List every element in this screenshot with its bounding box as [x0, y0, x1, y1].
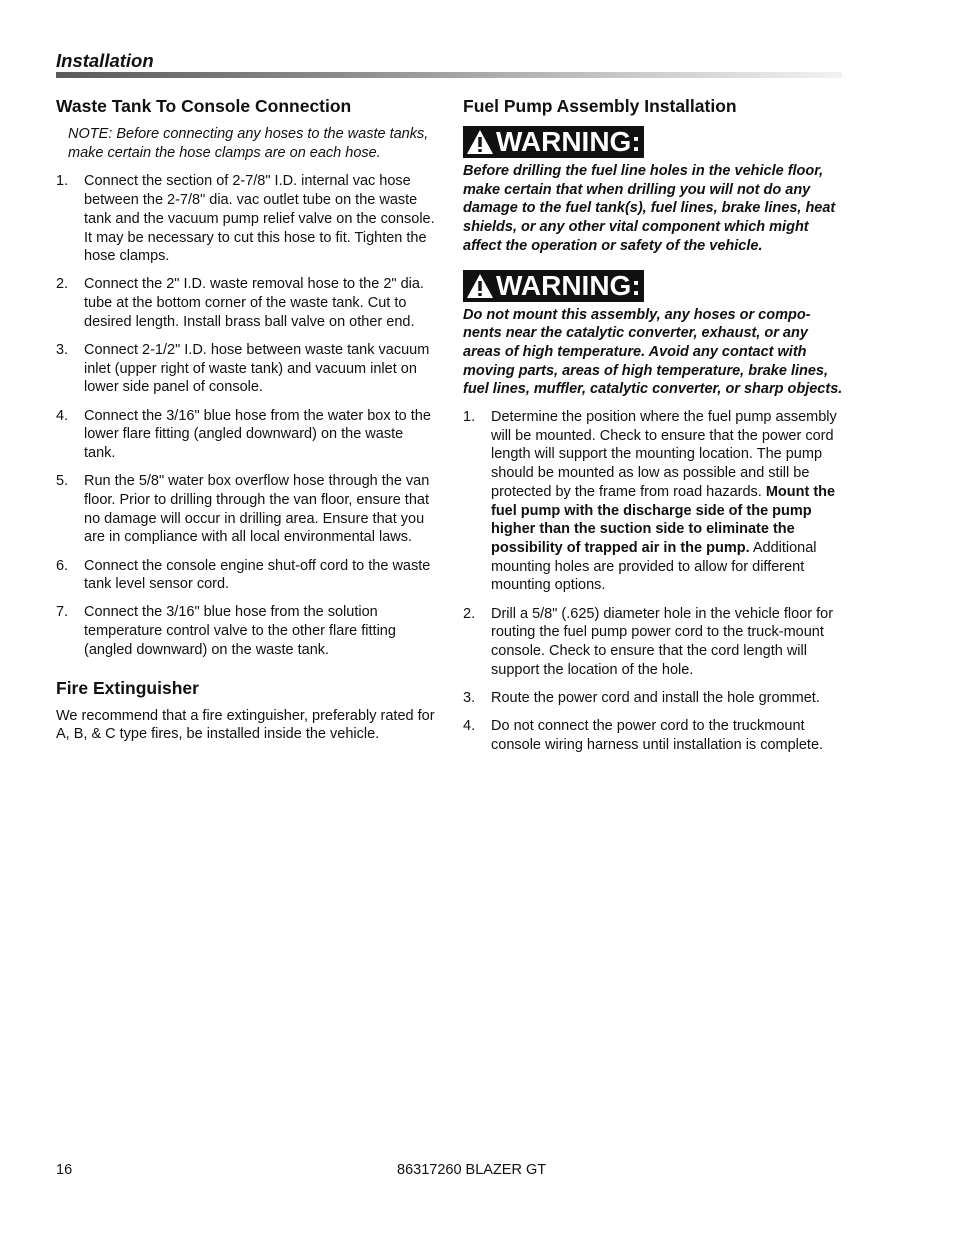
- step-number: 4.: [463, 718, 476, 735]
- waste-tank-steps: [56, 172, 438, 659]
- step-number: 4.: [56, 407, 69, 424]
- warning-label: WARNING:: [496, 269, 641, 301]
- waste-tank-heading: Waste Tank To Console Connection: [56, 96, 352, 116]
- list-item: [463, 408, 845, 595]
- list-item: [56, 172, 438, 266]
- warning-triangle-icon: [465, 128, 495, 156]
- list-item: [56, 557, 438, 594]
- warning-banner: [463, 126, 644, 158]
- list-item: [463, 605, 845, 680]
- step-number: 2.: [56, 276, 69, 293]
- step-number: 3.: [463, 689, 476, 706]
- list-item: [56, 407, 438, 463]
- step-number: 1.: [463, 409, 476, 426]
- list-item: [56, 275, 438, 331]
- step-text-part: Additional mounting holes are provided to allow for different mounting options.: [491, 539, 817, 594]
- waste-tank-note: NOTE: Before connecting any hoses to the waste tanks, make certain the hose clamps are on each hose.: [68, 126, 429, 161]
- step-number: 3.: [56, 342, 69, 359]
- step-text: Connect the 2" I.D. waste removal hose to the 2" dia. tube at the bottom corner of the waste tank. Cut to desired length. Install brass ball valve on other end.: [84, 276, 424, 330]
- right-column: [463, 96, 845, 764]
- document-id: 86317260 BLAZER GT: [397, 1162, 547, 1178]
- step-text: Connect the section of 2-7/8" I.D. internal vac hose between the 2-7/8" dia. vac outlet tube on the waste tank and the vacuum pump relief valve on the console. It may be necessary to cut this hose to fit. Tighten the hose clamps.: [84, 173, 435, 265]
- step-text: Route the power cord and install the hole grommet.: [491, 689, 820, 706]
- warning-label: WARNING:: [496, 126, 641, 157]
- list-item: [56, 472, 438, 547]
- list-item: [463, 689, 845, 708]
- page-number: 16: [56, 1162, 73, 1178]
- step-number: 1.: [56, 173, 69, 190]
- fuel-pump-steps: [463, 408, 845, 754]
- step-number: 7.: [56, 604, 69, 621]
- step-text: Connect the 3/16" blue hose from the solution temperature control valve to the other flare fitting (angled downward) on the waste tank.: [84, 604, 396, 658]
- section-title: Installation: [56, 50, 154, 71]
- fire-extinguisher-text: We recommend that a fire extinguisher, preferably rated for A, B, & C type fires, be installed inside the vehicle.: [56, 707, 435, 743]
- step-number: 2.: [463, 605, 476, 622]
- header-rule: [56, 72, 842, 78]
- step-text-part: Determine the position where the fuel pump assembly will be mounted. Check to ensure that the power cord length will support the mounting location. The pump should be mounted as low as possible and still be protected by the frame from road hazards.: [491, 409, 837, 500]
- list-item: [463, 717, 845, 754]
- warning-text: Do not mount this assembly, any hoses or compo-nents near the catalytic converter, exhaust, or any areas of high temperature. Avoid any contact with moving parts, areas of high temperature, brake lines, fuel lines, muffler, catalytic converter, or sharp objects.: [463, 306, 843, 398]
- fire-extinguisher-heading: Fire Extinguisher: [56, 677, 199, 698]
- warning-text: Before drilling the fuel line holes in the vehicle floor, make certain that when drilling you will not do any damage to the fuel tank(s), fuel lines, brake lines, heat shields, or any other vital component which might affect the operation or safety of the vehicle.: [463, 163, 836, 254]
- step-text-emphasis: Mount the fuel pump with the discharge side of the pump higher than the suction side to eliminate the possibility of trapped air in the pump.: [491, 483, 836, 556]
- fuel-pump-heading: Fuel Pump Assembly Installation: [463, 96, 737, 116]
- warning-banner: [463, 270, 644, 302]
- list-item: [56, 603, 438, 659]
- step-text: Do not connect the power cord to the truckmount console wiring harness until installation is complete.: [491, 718, 824, 753]
- step-text: Drill a 5/8" (.625) diameter hole in the vehicle floor for routing the fuel pump power cord to the truck-mount console. Check to ensure that the cord length will support the location of the hole.: [491, 605, 834, 678]
- step-text: Connect 2-1/2" I.D. hose between waste tank vacuum inlet (upper right of waste tank) and vacuum inlet on lower side panel of console.: [84, 342, 430, 396]
- step-text: [491, 408, 845, 595]
- warning-triangle-icon: [465, 272, 495, 300]
- list-item: [56, 341, 438, 397]
- step-text: Run the 5/8" water box overflow hose through the van floor. Prior to drilling through the van floor, ensure that no damage will occur in drilling area. Ensure that you are in compliance with all local environmental laws.: [84, 473, 430, 546]
- left-column: [56, 96, 438, 744]
- step-number: 5.: [56, 473, 69, 490]
- step-number: 6.: [56, 557, 69, 574]
- step-text: Connect the console engine shut-off cord to the waste tank level sensor cord.: [84, 557, 431, 593]
- step-text: Connect the 3/16" blue hose from the water box to the lower flare fitting (angled downward) on the waste tank.: [84, 407, 431, 462]
